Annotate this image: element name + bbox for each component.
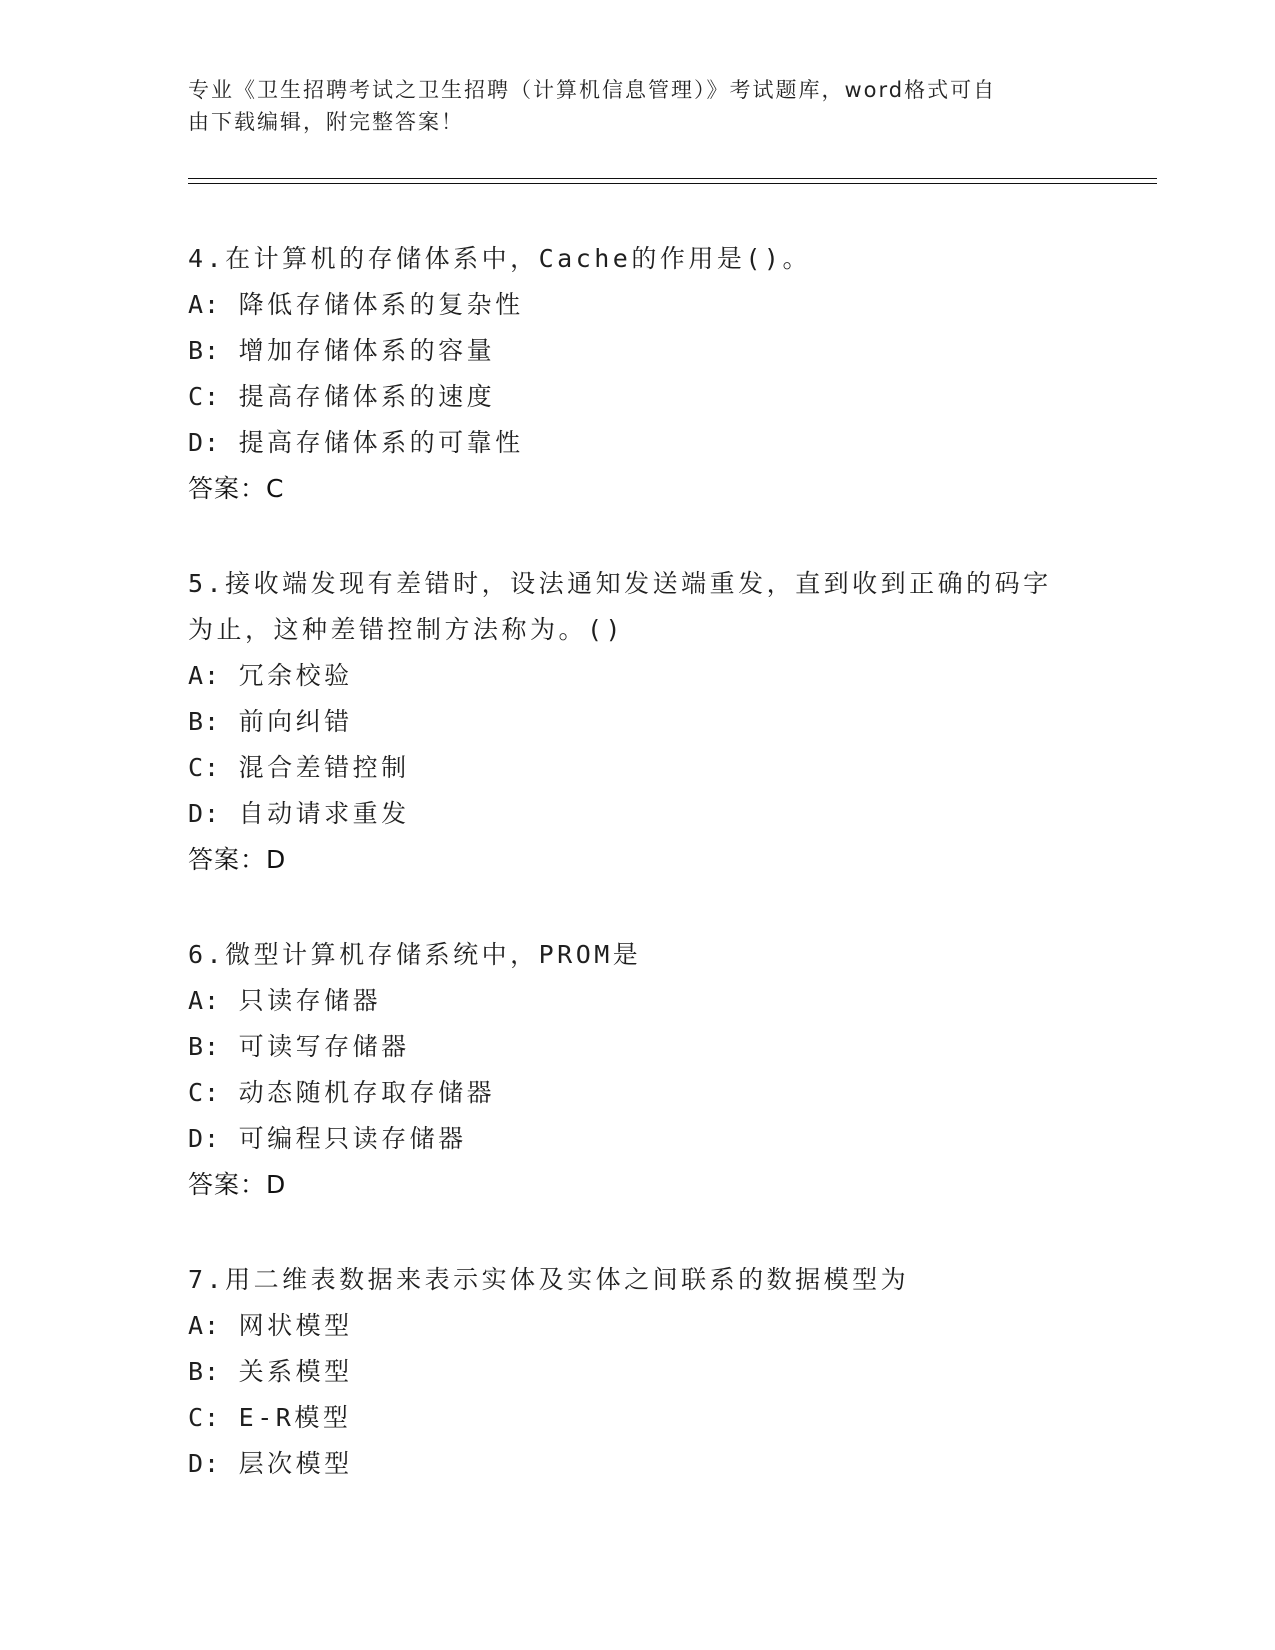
header-line-2: 由下载编辑，附完整答案！ [188, 110, 464, 134]
option-letter: D: [188, 799, 221, 828]
option-letter: D: [188, 428, 221, 457]
question-block [188, 236, 1088, 512]
option-row [188, 374, 1088, 420]
question-block [188, 932, 1088, 1208]
option-spacer [220, 382, 239, 411]
question-text: 7.用二维表数据来表示实体及实体之间联系的数据模型为 [188, 1265, 910, 1294]
option-letter: D: [188, 1124, 221, 1153]
answer-line: 答案：C [188, 474, 285, 503]
option-spacer [220, 1124, 239, 1153]
option-letter: C: [188, 382, 221, 411]
question-list [188, 236, 1088, 1487]
option-row [188, 699, 1088, 745]
option-text: 提高存储体系的可靠性 [238, 428, 524, 457]
question-text: 5.接收端发现有差错时，设法通知发送端重发，直到收到正确的码字 [188, 569, 1052, 598]
option-row [188, 745, 1088, 791]
option-row [188, 1024, 1088, 1070]
option-spacer [220, 1449, 239, 1478]
option-text: 自动请求重发 [238, 799, 410, 828]
document-header [188, 74, 1078, 138]
option-spacer [220, 753, 239, 782]
option-letter: B: [188, 336, 221, 365]
option-spacer [220, 707, 239, 736]
option-spacer [220, 336, 239, 365]
option-text: 网状模型 [238, 1311, 353, 1340]
header-divider-bottom [188, 183, 1157, 184]
question-block [188, 561, 1088, 883]
option-letter: C: [188, 1078, 221, 1107]
option-row [188, 1441, 1088, 1487]
option-row [188, 1349, 1088, 1395]
option-text: 增加存储体系的容量 [238, 336, 496, 365]
option-letter: B: [188, 707, 221, 736]
option-spacer [220, 290, 239, 319]
option-text: 层次模型 [238, 1449, 353, 1478]
option-spacer [220, 661, 239, 690]
option-letter: A: [188, 1311, 221, 1340]
option-text: 动态随机存取存储器 [238, 1078, 496, 1107]
answer-line: 答案：D [188, 845, 287, 874]
option-text: 只读存储器 [238, 986, 382, 1015]
option-letter: A: [188, 986, 221, 1015]
option-text: 可编程只读存储器 [238, 1124, 467, 1153]
option-text: 前向纠错 [238, 707, 353, 736]
option-spacer [220, 1032, 239, 1061]
header-line-1: 专业《卫生招聘考试之卫生招聘（计算机信息管理）》考试题库，word格式可自 [188, 78, 997, 102]
option-text: 混合差错控制 [238, 753, 410, 782]
question-text: 6.微型计算机存储系统中，PROM是 [188, 940, 642, 969]
option-letter: B: [188, 1032, 221, 1061]
option-row [188, 328, 1088, 374]
option-spacer [220, 799, 239, 828]
option-row [188, 1116, 1088, 1162]
option-text: 关系模型 [238, 1357, 353, 1386]
question-text: 为止，这种差错控制方法称为。() [188, 615, 625, 644]
option-text: 降低存储体系的复杂性 [238, 290, 524, 319]
option-row [188, 653, 1088, 699]
option-letter: C: [188, 1403, 221, 1432]
option-row [188, 1395, 1088, 1441]
option-letter: B: [188, 1357, 221, 1386]
option-letter: C: [188, 753, 221, 782]
option-text: 冗余校验 [238, 661, 353, 690]
answer-line: 答案：D [188, 1170, 287, 1199]
option-spacer [220, 986, 239, 1015]
option-spacer [220, 1403, 239, 1432]
option-spacer [220, 1078, 239, 1107]
option-row [188, 791, 1088, 837]
question-text: 4.在计算机的存储体系中，Cache的作用是()。 [188, 244, 811, 273]
option-spacer [220, 1311, 239, 1340]
option-letter: A: [188, 661, 221, 690]
option-row [188, 282, 1088, 328]
option-text: E-R模型 [238, 1403, 352, 1432]
option-row [188, 420, 1088, 466]
option-letter: A: [188, 290, 221, 319]
option-spacer [220, 1357, 239, 1386]
option-text: 提高存储体系的速度 [238, 382, 496, 411]
question-block [188, 1257, 1088, 1487]
option-row [188, 978, 1088, 1024]
option-letter: D: [188, 1449, 221, 1478]
option-row [188, 1070, 1088, 1116]
option-text: 可读写存储器 [238, 1032, 410, 1061]
option-row [188, 1303, 1088, 1349]
option-spacer [220, 428, 239, 457]
header-divider-top [188, 178, 1157, 179]
